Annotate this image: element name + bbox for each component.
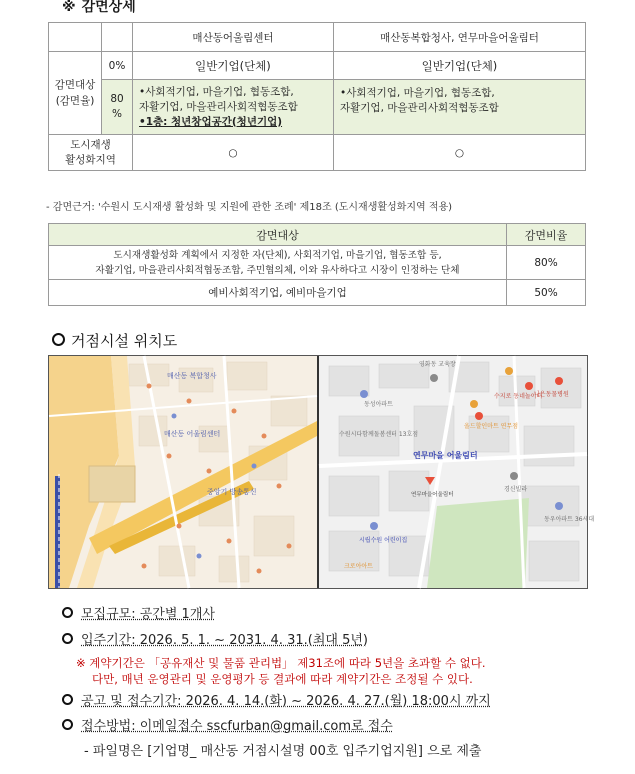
location-maps	[48, 355, 595, 589]
list-item	[62, 629, 368, 648]
map-label: 영화동 교육장	[419, 361, 456, 368]
empty-header-cell	[102, 23, 133, 52]
table-cell: 일반기업(단체)	[334, 52, 586, 80]
map-label: 수지로 동네놀이터	[494, 393, 543, 400]
location-section-title	[52, 330, 177, 351]
list-item-text: 입주기간: 2026. 5. 1. ~ 2031. 4. 31.(최대 5년)	[81, 633, 368, 648]
hollow-circle-bullet-icon	[62, 633, 73, 644]
list-item	[62, 603, 215, 622]
map-label: 동성아파트	[364, 401, 393, 408]
table-cell: ○	[133, 135, 334, 171]
map-label: 수원시다함께돌봄센터 13호점	[339, 431, 419, 438]
table-col-header: 감면비율	[507, 224, 586, 246]
table-col-header: 매산동복합청사, 연무마을어울림터	[334, 23, 586, 52]
discount-detail-table	[48, 22, 586, 171]
location-title-text: 거점시설 위치도	[71, 332, 178, 350]
cell-line: •사회적기업, 마을기업, 협동조합,	[340, 87, 495, 99]
table-cell	[334, 80, 586, 135]
section-title	[62, 0, 136, 16]
map-label: 크로아아트	[344, 563, 373, 570]
hollow-circle-bullet-icon	[62, 694, 73, 705]
cell-line: •1층: 청년창업공간(청년기업)	[139, 115, 283, 128]
map-label: 동우아파트 36세대	[544, 516, 595, 523]
map-yeonmu-graphic	[319, 356, 595, 588]
hollow-circle-bullet-icon	[62, 719, 73, 730]
hollow-circle-bullet-icon	[62, 607, 73, 618]
map-label: 경신빌라	[504, 486, 528, 493]
rate-cell: 80 %	[102, 80, 133, 135]
map-label: 연무마을어울림터	[411, 492, 454, 498]
map-label: 매산동 어울림센터	[164, 430, 221, 438]
map-label: 올드할인마트 연무점	[464, 423, 519, 430]
hollow-circle-bullet-icon	[52, 333, 65, 346]
contract-note-line: 다만, 매년 운영관리 및 운영평가 등 결과에 따라 계약기간은 조정될 수 있다.	[92, 672, 473, 686]
map-maesan-graphic	[49, 356, 317, 588]
list-item-text: 공고 및 접수기간: 2026. 4. 14.(화) ~ 2026. 4. 27.(월) 18:00시 까지	[81, 694, 491, 709]
rate-cell: 0%	[102, 52, 133, 80]
list-item-text: 접수방법: 이메일접수 sscfurban@gmail.com로 접수	[81, 719, 393, 734]
map-label: 매산동 복합청사	[167, 372, 217, 380]
file-name-note: - 파일명은 [기업명_ 매산동 거점시설명 00호 입주기업지원] 으로 제출	[84, 744, 482, 759]
map-label-highlight: 연무마을 어울림터	[413, 451, 478, 460]
table-cell	[133, 80, 334, 135]
map-yeonmu	[319, 356, 595, 588]
row-label: 감면대상 (감면율)	[49, 52, 102, 135]
discount-rate-table	[48, 223, 586, 306]
reference-mark: ※	[62, 0, 76, 15]
discount-basis-note: - 감면근거: '수원시 도시재생 활성화 및 지원에 관한 조례' 제18조 (도시재생활성화지역 적용)	[46, 202, 453, 213]
contract-note-line: ※ 계약기간은 「공유재산 및 물품 관리법」 제31조에 따라 5년을 초과할 수 없다.	[76, 656, 486, 670]
list-item	[62, 715, 393, 734]
cell-line: 자활기업, 마을관리사회적협동조합	[139, 100, 298, 113]
list-item-text: 모집규모: 공간별 1개사	[81, 607, 215, 622]
table-cell: ○	[334, 135, 586, 171]
map-maesan	[49, 356, 319, 588]
table-cell: 도시재생활성화 계획에서 지정한 자(단체), 사회적기업, 마을기업, 협동조합 등, 자활기업, 마을관리사회적협동조합, 주민협의체, 이와 유사하다고 시장이 인정하는 단체	[49, 246, 507, 280]
row-label: 도시재생 활성화지역	[49, 135, 133, 171]
table-col-header: 감면대상	[49, 224, 507, 246]
cell-line: 자활기업, 마을관리사회적협동조합	[340, 102, 499, 114]
map-label: 시립수원 어린이집	[359, 537, 408, 544]
table-cell: 80%	[507, 246, 586, 280]
table-cell: 예비사회적기업, 예비마을기업	[49, 280, 507, 306]
table-cell: 50%	[507, 280, 586, 306]
section-title-text: 감면상세	[81, 0, 136, 15]
map-label: 나은동물병원	[534, 391, 569, 398]
cell-line: •사회적기업, 마을기업, 협동조합,	[139, 85, 294, 98]
table-cell: 일반기업(단체)	[133, 52, 334, 80]
empty-header-cell	[49, 23, 102, 52]
list-item	[62, 690, 491, 709]
map-label: 중앙기 방송통신	[207, 488, 257, 496]
table-col-header: 매산동어울림센터	[133, 23, 334, 52]
